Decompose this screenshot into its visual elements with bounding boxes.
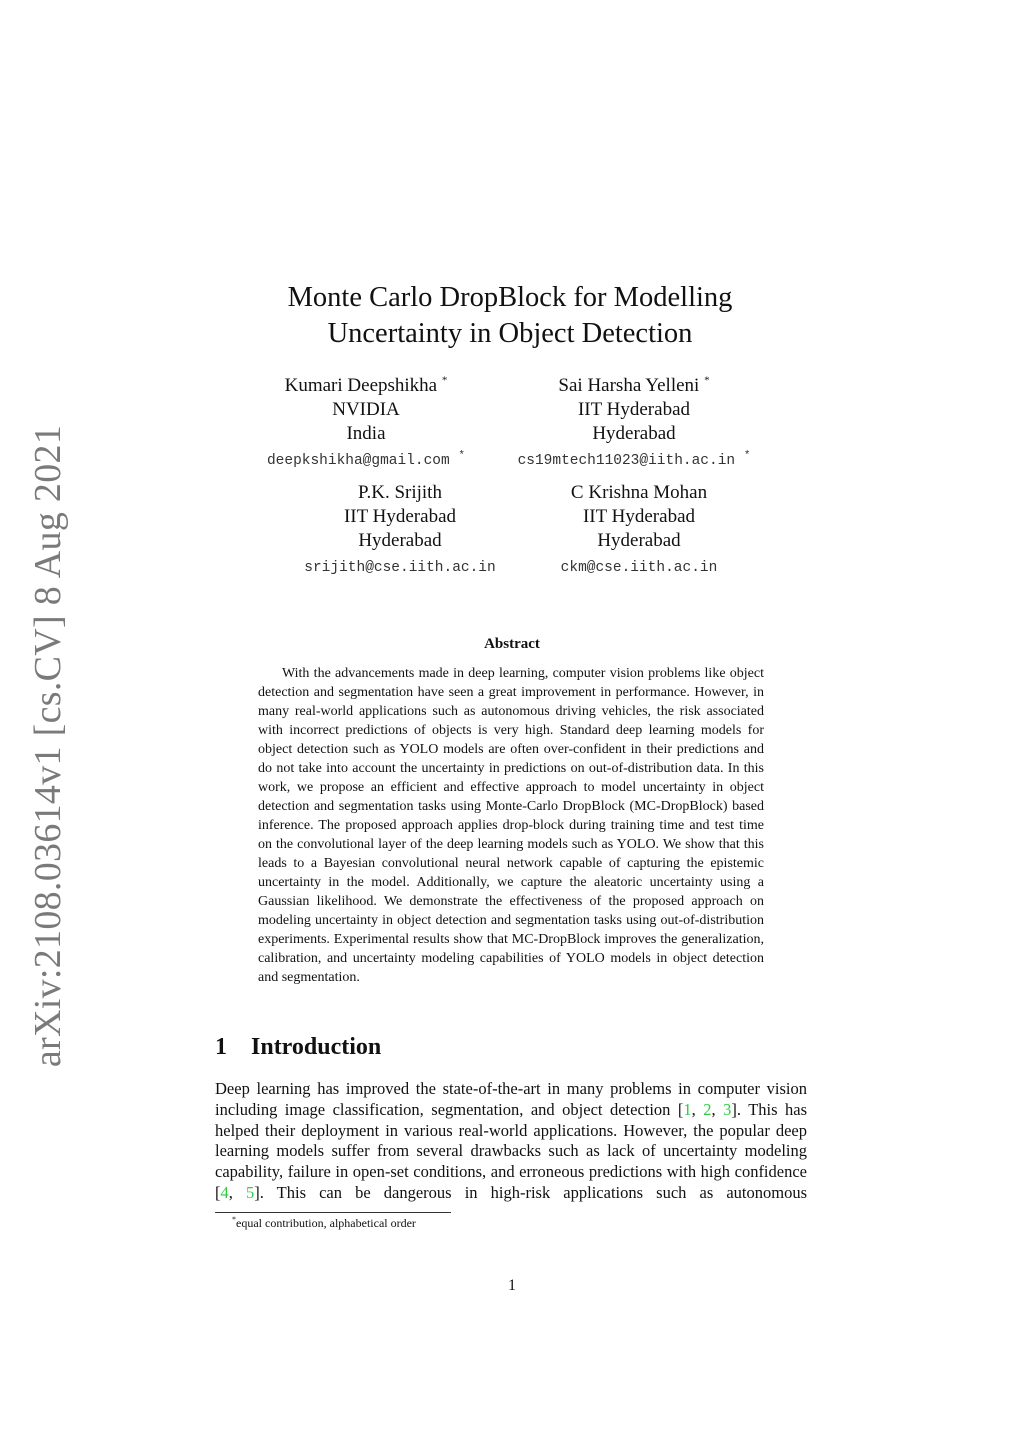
footnote — [232, 1216, 416, 1231]
author-affiliation: IIT Hyderabad — [577, 399, 690, 420]
title-line-1: Monte Carlo DropBlock for Modelling — [287, 282, 733, 313]
paper-title — [160, 280, 860, 352]
footnote-mark: * — [232, 1215, 236, 1224]
author-location: Hyderabad — [592, 423, 676, 444]
author-email[interactable]: ckm@cse.iith.ac.in — [560, 560, 718, 576]
author-email[interactable]: srijith@cse.iith.ac.in — [304, 560, 496, 576]
section-title: Introduction — [251, 1034, 382, 1060]
body-text: Deep learning has improved the state-of-the-art in many problems in computer vision including image classification, segmentation, and object detection [ — [215, 1079, 807, 1119]
citation-link[interactable]: 3 — [723, 1099, 732, 1119]
author-location: Hyderabad — [597, 530, 681, 551]
footnote-text: equal contribution, alphabetical order — [236, 1216, 416, 1230]
author-location: Hyderabad — [358, 530, 442, 551]
author-name: Sai Harsha Yelleni — [558, 375, 700, 396]
citation-link[interactable]: 1 — [683, 1099, 692, 1119]
author-email[interactable]: cs19mtech11023@iith.ac.in — [517, 453, 736, 469]
author-mark: * — [704, 374, 710, 387]
author-affiliation: NVIDIA — [332, 399, 400, 420]
author-affiliation: IIT Hyderabad — [582, 506, 695, 527]
abstract-body — [258, 664, 764, 987]
arxiv-identifier-stamp: arXiv:2108.03614v1 [cs.CV] 8 Aug 2021 — [27, 424, 69, 1068]
author-mark: * — [441, 374, 448, 387]
email-mark: * — [458, 450, 466, 463]
author-email[interactable]: deepkshikha@gmail.com — [266, 453, 450, 469]
author-location: India — [346, 423, 386, 444]
section-heading — [215, 1034, 381, 1061]
author-name: Kumari Deepshikha — [284, 375, 438, 396]
author-affiliation: IIT Hyderabad — [343, 506, 456, 527]
footnote-rule — [215, 1212, 451, 1213]
abstract-heading: Abstract — [484, 636, 540, 652]
body-text: ]. This has helped their deployment in various real-world applications. However, the popular deep learning models suffer from several drawbacks such as lack of uncertainty modeling capability, failure in open-set conditions, and erroneous predictions with high confidence [ — [215, 1099, 808, 1202]
body-text: , — [711, 1099, 724, 1119]
author-block-1 — [216, 374, 516, 476]
body-text: , — [691, 1099, 704, 1119]
citation-link[interactable]: 2 — [703, 1099, 712, 1119]
page-number: 1 — [508, 1277, 516, 1294]
introduction-body — [215, 1079, 807, 1204]
abstract-paragraph: With the advancements made in deep learning, computer vision problems like object detection and segmentation have seen a great improvement in performance. However, in many real-world applications such as autonomous driving vehicles, the risk associated with incorrect predictions of objects is very high. Standard deep learning models for object detection such as YOLO models are often over-confident in their predictions and do not take into account the uncertainty in predictions on out-of-distribution data. In this work, we propose an efficient and effective approach to model uncertainty in object detection and segmentation tasks using Monte-Carlo DropBlock (MC-DropBlock) based inference. The proposed approach applies drop-block during training time and test time on the convolutional layer of the deep learning models such as YOLO. We show that this leads to a Bayesian convolutional neural network capable of capturing the epistemic uncertainty in the model. Additionally, we capture the aleatoric uncertainty using a Gaussian likelihood. We demonstrate the effectiveness of the proposed approach on modeling uncertainty in object detection and segmentation tasks using out-of-distribution experiments. Experimental results show that MC-DropBlock improves the generalization, calibration, and uncertainty modeling capabilities of YOLO models in object detection and segmentation. — [258, 666, 764, 985]
author-name: C Krishna Mohan — [570, 482, 708, 503]
body-text: , — [228, 1182, 246, 1202]
citation-link[interactable]: 5 — [245, 1182, 255, 1202]
introduction-paragraph — [215, 1079, 807, 1204]
email-mark: * — [743, 450, 751, 463]
author-name: P.K. Srijith — [358, 482, 442, 503]
section-number: 1 — [215, 1034, 227, 1060]
citation-link[interactable]: 4 — [220, 1182, 229, 1202]
title-line-2: Uncertainty in Object Detection — [327, 318, 693, 349]
body-text: ]. This can be dangerous in high-risk applications such as autonomous — [254, 1182, 808, 1202]
author-block-4 — [489, 481, 789, 583]
author-block-2 — [484, 374, 784, 476]
